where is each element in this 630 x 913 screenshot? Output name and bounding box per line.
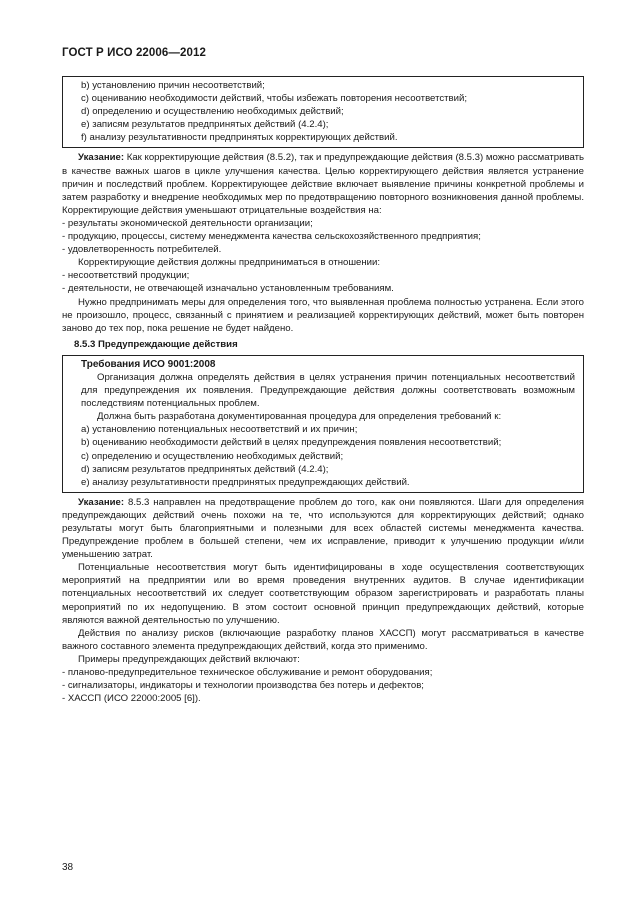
paragraph: Нужно предпринимать меры для определения того, что выявленная проблема полностью устранена. Если этого не произошло, процесс, связанный с принятием и реализацией корректирующих действий, может быть повторен заново до тех пор, пока решение не будет найдено.	[62, 296, 584, 334]
box-list-item: c) оцениванию необходимости действий, чтобы избежать повторения несоответствий;	[81, 93, 468, 105]
list-item: - результаты экономической деятельности организации;	[62, 217, 313, 229]
guidance-paragraph	[62, 496, 584, 561]
box-list-item: b) установлению причин несоответствий;	[81, 80, 265, 91]
guidance-paragraph	[62, 151, 584, 216]
box-list-item: d) определению и осуществлению необходимых действий;	[81, 106, 344, 118]
box-title: Требования ИСО 9001:2008	[81, 358, 216, 370]
section-heading: 8.5.3 Предупреждающие действия	[74, 338, 238, 350]
guidance-corrective	[62, 151, 584, 334]
paragraph: Потенциальные несоответствия могут быть идентифицированы в ходе осуществления соответствующих мероприятий на предприятии или во время проведения внутренних аудитов. В случае идентификации потенциальных несоответствий их следует соответствующим образом зарегистрировать и разработать планы мероприятий по их недопущению. В этом состоит основной принцип предупреждающих действий, которые являются важной деятельностью по улучшению.	[62, 562, 584, 626]
requirements-box-corrective	[62, 76, 584, 148]
box-list-item: c) определению и осуществлению необходимых действий;	[81, 450, 344, 462]
box-list-item: b) оцениванию необходимости действий в целях предупреждения появления несоответствий;	[81, 437, 502, 449]
box-list-item: a) установлению потенциальных несоответствий и их причин;	[81, 424, 358, 436]
requirements-box-preventive	[62, 355, 584, 493]
document-content	[62, 76, 584, 705]
box-list-item: f) анализу результативности предпринятых корректирующих действий.	[81, 132, 398, 144]
paragraph: Примеры предупреждающих действий включают:	[78, 653, 300, 665]
box-list-item: d) записям результатов предпринятых действий (4.2.4);	[81, 463, 329, 475]
box-list-item: e) анализу результативности предпринятых предупреждающих действий.	[81, 476, 410, 488]
list-item: - сигнализаторы, индикаторы и технологии производства без потерь и дефектов;	[62, 680, 424, 692]
guidance-text: Как корректирующие действия (8.5.2), так и предупреждающие действия (8.5.3) можно рассматривать в качестве важных шагов в цикле улучшения качества. Целью корректирующего действия является устранение причин и последствий проблем. Корректирующее действие включает выявление причины конкретной проблемы и затем разработку и внедрение необходимых мер по предотвращению повторного возникновения данной проблемы. Корректирующие действия уменьшают отрицательные воздействия на:	[62, 152, 584, 216]
guidance-label: Указание:	[78, 496, 125, 508]
paragraph: Корректирующие действия должны предприниматься в отношении:	[78, 257, 381, 269]
paragraph: Действия по анализу рисков (включающие разработку планов ХАССП) могут рассматриваться в качестве важного составного элемента предупреждающих действий, когда это применимо.	[62, 627, 584, 652]
page-number: 38	[62, 862, 74, 873]
box-paragraph: Организация должна определять действия в целях устранения причин потенциальных несоответствий для предупреждения их появления. Предупреждающие действия должны соответствовать возможным последствиям потенциальных проблем.	[81, 371, 575, 410]
list-item: - планово-предупредительное техническое обслуживание и ремонт оборудования;	[62, 667, 433, 679]
guidance-text: 8.5.3 направлен на предотвращение проблем до того, как они появляются. Шаги для определения предупреждающих действий очень похожи на те, что используются для корректирующих действий; однако результаты могут быть благоприятными и полезными для всех областей системы менеджмента качества. Предупреждение проблем в большей степени, чем их исправление, приводит к улучшению продукции и/или уменьшению затрат.	[62, 496, 584, 561]
document-header-title: ГОСТ Р ИСО 22006—2012	[62, 47, 207, 59]
list-item: - несоответствий продукции;	[62, 270, 190, 282]
guidance-label: Указание:	[78, 152, 125, 164]
list-item: - продукцию, процессы, систему менеджмента качества сельскохозяйственного предприятия;	[62, 231, 481, 243]
list-item: - удовлетворенность потребителей.	[62, 244, 222, 256]
box-list-item: e) записям результатов предпринятых действий (4.2.4);	[81, 119, 329, 131]
guidance-preventive	[62, 496, 584, 706]
box-paragraph: Должна быть разработана документированная процедура для определения требований к:	[97, 411, 502, 423]
list-item: - ХАССП (ИСО 22000:2005 [6]).	[62, 693, 201, 705]
list-item: - деятельности, не отвечающей изначально установленным требованиям.	[62, 283, 394, 295]
